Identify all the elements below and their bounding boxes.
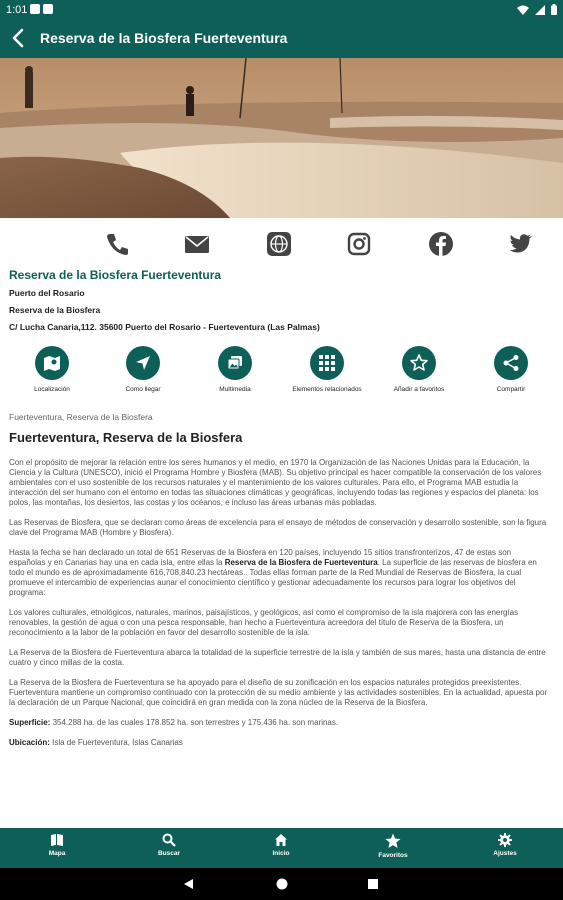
twitter-icon[interactable] <box>508 231 534 257</box>
facebook-icon[interactable] <box>428 231 454 257</box>
navigation-icon <box>133 353 153 373</box>
share-button[interactable] <box>466 346 556 393</box>
related-label: Elementos relacionados <box>292 386 362 393</box>
favorite-button-circle[interactable] <box>402 346 436 380</box>
location-label-text: Ubicación: <box>9 738 50 747</box>
paragraph-3-bold: Reserva de la Biosfera de Fuerteventura <box>224 558 378 567</box>
share-button-circle[interactable] <box>494 346 528 380</box>
nav-label-home: Inicio <box>272 850 290 857</box>
signal-icon <box>535 5 545 15</box>
favorite-label: Añadir a favoritos <box>393 386 445 393</box>
nav-item-map[interactable] <box>17 833 97 857</box>
paragraph-3-text-b: . La superficie de las reservas de biosfera en todo el mundo es de aproximadamente 616,708,840.23 hectáreas.. Todas ellas forman parte de la Red Mundial de Reservas de Biosfera, la cual promueve el intercambio de experiencias aunar el conocimiento científico y gestionar adecuadamente los recursos para lograr los objetivos del programa: <box>9 558 537 597</box>
article-paragraph-2: Las Reservas de Biosfera, que se declaran como áreas de excelencia para el ensayo de métodos de conservación y desarrollo sostenible, son la figura clave del Programa MAB (Hombre y Biosfera). <box>9 518 547 537</box>
surface-value: 354.288 ha. de las cuales 178.852 ha. son terrestres y 175.436 ha. son marinas. <box>50 718 339 727</box>
search-icon <box>162 833 176 847</box>
surface-line <box>9 718 549 728</box>
location-label: Localización <box>34 386 70 393</box>
location-line <box>9 738 549 748</box>
article-paragraph-6: La Reserva de la Biosfera de Fuerteventura se ha apoyado para el diseño de su zonificación en los espacios naturales protegidos preexistentes. Fuerteventura mantiene un compromiso continuado con la protección de su medio ambiente y las actividades sostenibles. En la actualidad, apuesta por la declaración de un Parque Nacional, que coincidirá en gran medida con la zona núcleo de la Reserva de la Biosfera. <box>9 678 548 707</box>
notification-icons <box>30 4 53 14</box>
home-icon <box>274 833 288 847</box>
nav-label-settings: Ajustes <box>493 850 517 857</box>
battery-icon <box>551 4 557 15</box>
directions-button[interactable] <box>98 346 188 393</box>
article-paragraph-3 <box>9 548 549 598</box>
location-value: Isla de Fuerteventura, Islas Canarias <box>49 738 183 747</box>
article-paragraph-5: La Reserva de la Biosfera de Fuerteventura abarca la totalidad de la superficie terrestre de la isla y también de sus mares, hasta una distancia de entre cuatro y cinco millas de la costa. <box>9 648 546 667</box>
multimedia-button-circle[interactable] <box>218 346 252 380</box>
back-arrow-icon[interactable] <box>8 27 30 49</box>
grid-icon <box>317 353 337 373</box>
phone-icon[interactable] <box>104 231 130 257</box>
place-category: Reserva de la Biosfera <box>9 305 101 315</box>
article-heading: Fuerteventura, Reserva de la Biosfera <box>9 430 243 445</box>
breadcrumb: Fuerteventura, Reserva de la Biosfera <box>9 412 153 422</box>
paragraph-3-text-a: Hasta la fecha se han declarado un total de 651 Reservas de la Biosfera en 120 países, incluyendo 15 sitios transfronterizos, 47 de estas son españolas y en Canarias hay una en cada isla, entre ellas la <box>9 548 512 567</box>
share-label: Compartir <box>496 386 526 393</box>
share-icon <box>501 353 521 373</box>
status-bar <box>0 0 563 20</box>
app-bar <box>0 20 563 58</box>
location-button[interactable] <box>7 346 97 393</box>
article-paragraph-1: Con el propósito de mejorar la relación entre los seres humanos y el medio, en 1970 la Organización de las Naciones Unidas para la Educación, la Ciencia y la Cultura (UNESCO), inició el Programa Hombre y Biosfera (MAB). Su objetivo principal es hacer compatible la conservación de los valores ambientales con el uso sostenible de los recursos naturales y el mantenimiento de los valores culturales. Para ello, el Programa MAB estudia la interacción del ser humano con el entorno en todas las situaciones climáticas y geográficas, incluyendo todas las regiones y espacios del planeta: los polos, las montañas, los desiertos, las costas y los océanos, e incluso las áreas urbanas más pobladas. <box>9 458 542 507</box>
location-button-circle[interactable] <box>35 346 69 380</box>
place-info <box>9 268 554 339</box>
system-recents-icon[interactable] <box>367 878 379 890</box>
system-home-icon[interactable] <box>276 878 288 890</box>
nav-item-settings[interactable] <box>465 833 545 857</box>
notification-icon <box>43 4 53 14</box>
article-paragraph-4: Los valores culturales, etnológicos, naturales, marinos, paisajísticos, y geológicos, así como el compromiso de la isla majorera con las energías renovables, la gestión de agua o con una pesca responsable, han hecho a Fuerteventura acreedora del título de Reserva de la Biosfera, un reconocimiento a la labor de la población en favor del desarrollo sostenible de la isla. <box>9 608 519 637</box>
place-address: C/ Lucha Canaria,112. 35600 Puerto del Rosario - Fuerteventura (Las Palmas) <box>9 322 320 332</box>
contact-bar <box>0 226 563 262</box>
related-button-circle[interactable] <box>310 346 344 380</box>
place-city: Puerto del Rosario <box>9 288 85 298</box>
notification-icon <box>30 4 40 14</box>
nav-label-map: Mapa <box>48 850 66 857</box>
place-name: Reserva de la Biosfera Fuerteventura <box>9 268 222 282</box>
beach-photo <box>0 58 563 218</box>
star-icon <box>385 833 401 849</box>
star-icon <box>409 353 429 373</box>
directions-label: Como llegar <box>125 386 161 393</box>
article-content <box>9 412 549 758</box>
system-nav-bar <box>0 868 563 900</box>
book-map-icon <box>50 833 64 847</box>
surface-label: Superficie: <box>9 718 51 727</box>
action-buttons <box>0 346 563 402</box>
gallery-icon <box>225 353 245 373</box>
multimedia-button[interactable] <box>190 346 280 393</box>
status-right <box>517 4 557 15</box>
related-button[interactable] <box>282 346 372 393</box>
map-pin-icon <box>42 353 62 373</box>
nav-item-home[interactable] <box>241 833 321 857</box>
status-time: 1:01 <box>6 4 28 16</box>
nav-item-favorites[interactable] <box>353 833 433 859</box>
page-title: Reserva de la Biosfera Fuerteventura <box>40 30 288 46</box>
favorite-button[interactable] <box>374 346 464 393</box>
mail-icon[interactable] <box>184 231 210 257</box>
wifi-icon <box>517 5 529 15</box>
system-back-icon[interactable] <box>183 878 195 890</box>
bottom-nav <box>0 828 563 868</box>
hero-image <box>0 58 563 218</box>
nav-label-favorites: Favoritos <box>378 852 408 859</box>
gear-icon <box>498 833 512 847</box>
multimedia-label: Multimedia <box>219 386 251 393</box>
nav-item-search[interactable] <box>129 833 209 857</box>
directions-button-circle[interactable] <box>126 346 160 380</box>
instagram-icon[interactable] <box>346 231 372 257</box>
nav-label-search: Buscar <box>157 850 181 857</box>
globe-icon[interactable] <box>266 231 292 257</box>
